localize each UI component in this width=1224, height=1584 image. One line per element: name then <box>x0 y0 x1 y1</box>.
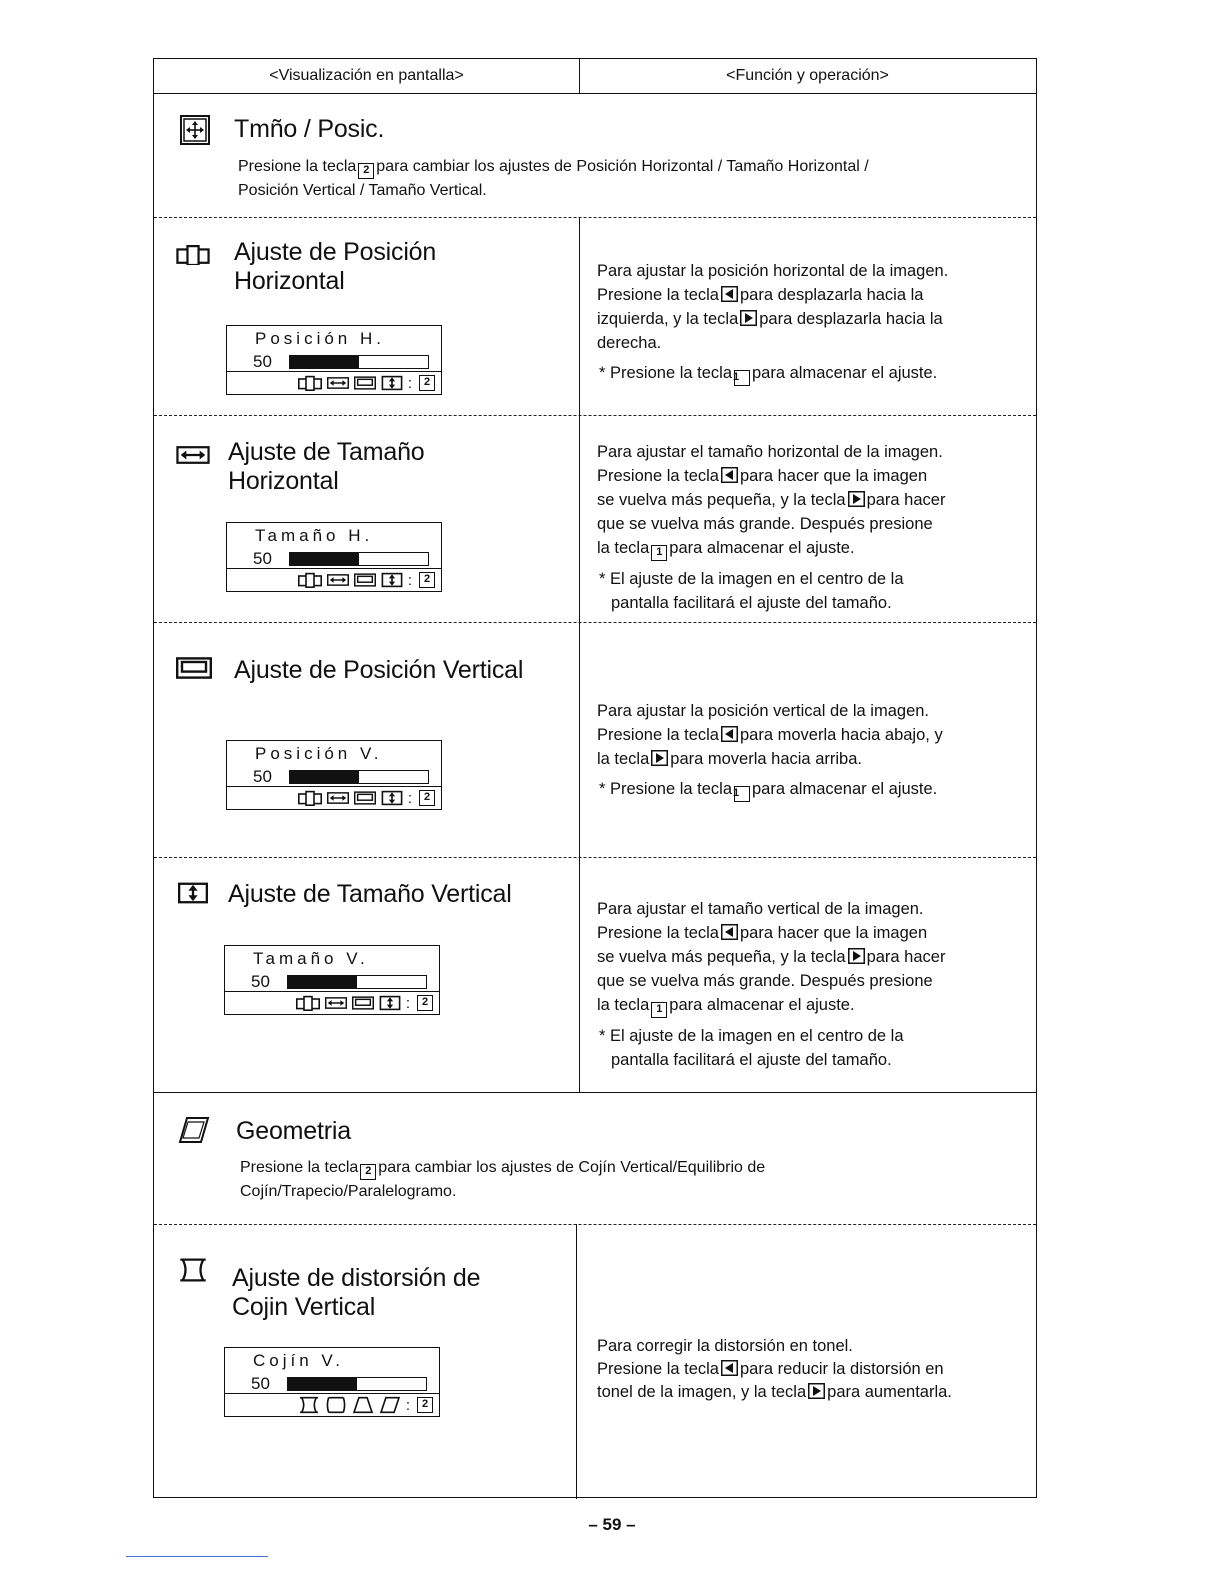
header-right: <Función y operación> <box>726 67 889 84</box>
title-line2: Horizontal <box>228 467 339 495</box>
right-arrow-key-icon <box>848 948 865 964</box>
header-divider <box>154 93 1036 94</box>
note-line1: * El ajuste de la imagen en el centro de la <box>599 570 904 588</box>
intro-text: Presione la tecla <box>240 1159 359 1176</box>
vpos-icon <box>354 572 376 588</box>
left-arrow-key-icon <box>721 467 738 483</box>
note-text: * Presione la tecla <box>599 780 732 798</box>
func-line4: derecha. <box>597 334 662 352</box>
vertical-position-icon <box>176 655 212 681</box>
osd-level-bar <box>289 552 429 566</box>
func-line1: Para ajustar la posición vertical de la imagen. <box>597 702 930 720</box>
key-1: 1 <box>734 370 750 386</box>
osd-title: Cojín V. <box>253 1351 344 1370</box>
manual-page-table <box>153 58 1037 1498</box>
osd-level-row <box>227 549 441 569</box>
func-line1: Para ajustar la posición horizontal de la imagen. <box>597 262 949 280</box>
geometry-intro <box>240 1156 1030 1204</box>
func-line3b: para desplazarla hacia la <box>759 310 943 328</box>
header-column-divider <box>579 59 580 93</box>
vpos-icon <box>354 375 376 391</box>
vsize-icon <box>379 995 401 1011</box>
divider-4 <box>154 857 1036 858</box>
intro-text-line2: Posición Vertical / Tamaño Vertical. <box>238 182 487 199</box>
vsize-icon <box>381 790 403 806</box>
geometry-title: Geometria <box>236 1117 351 1145</box>
osd-title: Posición V. <box>255 744 383 763</box>
size-position-title: Tmño / Posic. <box>234 115 385 143</box>
func-line5b: para almacenar el ajuste. <box>669 539 855 557</box>
osd-level-row <box>225 972 439 992</box>
key-2: 2 <box>358 163 374 179</box>
osd-value: 50 <box>251 1374 270 1393</box>
horizontal-size-icon <box>176 445 210 465</box>
section-divider <box>154 1092 1036 1093</box>
func-line2a: Presione la tecla <box>597 924 719 942</box>
page-number: – 59 – <box>588 1515 636 1534</box>
hsize-icon <box>327 375 349 391</box>
key-1: 1 <box>734 786 750 802</box>
pincushion-function <box>597 1335 1033 1404</box>
pincushion-small-icon <box>298 1396 320 1414</box>
note-text: * Presione la tecla <box>599 364 732 382</box>
intro-text-continued: para cambiar los ajustes de Posición Horizontal / Tamaño Horizontal / <box>376 158 869 175</box>
divider-3 <box>154 622 1036 623</box>
balance-icon <box>325 1396 347 1414</box>
osd-horizontal-position <box>226 325 442 395</box>
func-line2a: Presione la tecla <box>597 726 719 744</box>
osd-value: 50 <box>253 352 272 371</box>
osd-level-fill <box>290 356 359 368</box>
vertical-size-title: Ajuste de Tamaño Vertical <box>228 880 512 908</box>
note-text-continued: para almacenar el ajuste. <box>752 780 938 798</box>
title-line1: Ajuste de Tamaño <box>228 438 425 466</box>
note-line1: * El ajuste de la imagen en el centro de la <box>599 1027 904 1045</box>
func-line2a: Presione la tecla <box>597 1360 719 1378</box>
vsize-icon <box>381 572 403 588</box>
hsize-icon <box>325 995 347 1011</box>
osd-icon-row <box>227 372 441 394</box>
header-left: <Visualización en pantalla> <box>269 67 464 84</box>
func-line1: Para ajustar el tamaño vertical de la imagen. <box>597 900 924 918</box>
key-2: 2 <box>419 790 435 806</box>
osd-level-fill <box>290 553 359 565</box>
osd-vertical-position <box>226 740 442 810</box>
colon-separator: : <box>407 571 412 589</box>
func-line5a: la tecla <box>597 996 650 1014</box>
key-1: 1 <box>651 1002 667 1018</box>
pincushion-title <box>232 1264 480 1322</box>
osd-icon-row <box>227 787 441 809</box>
osd-level-bar <box>287 975 427 989</box>
key-2: 2 <box>417 1397 433 1413</box>
func-line2b: para reducir la distorsión en <box>740 1360 944 1378</box>
note-line2: pantalla facilitará el ajuste del tamaño. <box>611 1051 892 1069</box>
func-line3a: izquierda, y la tecla <box>597 310 739 328</box>
left-arrow-key-icon <box>721 924 738 940</box>
osd-level-bar <box>289 355 429 369</box>
func-line2b: para desplazarla hacia la <box>740 286 924 304</box>
note-text-continued: para almacenar el ajuste. <box>752 364 938 382</box>
osd-horizontal-size <box>226 522 442 592</box>
pincushion-icon <box>178 1257 208 1283</box>
vertical-position-function <box>597 699 1033 802</box>
func-line2b: para moverla hacia abajo, y <box>740 726 943 744</box>
func-line2b: para hacer que la imagen <box>740 924 928 942</box>
func-line2b: para hacer que la imagen <box>740 467 928 485</box>
title-line2: Cojin Vertical <box>232 1293 376 1321</box>
vsize-icon <box>381 375 403 391</box>
left-arrow-key-icon <box>721 726 738 742</box>
func-line3a: tonel de la imagen, y la tecla <box>597 1383 807 1401</box>
title-line1: Ajuste de Posición <box>234 238 437 266</box>
footer-rule <box>126 1556 268 1557</box>
func-line3a: se vuelva más pequeña, y la tecla <box>597 948 846 966</box>
func-line3a: se vuelva más pequeña, y la tecla <box>597 491 846 509</box>
func-line5b: para almacenar el ajuste. <box>669 996 855 1014</box>
size-position-icon <box>180 115 210 145</box>
intro-text-line2: Cojín/Trapecio/Paralelogramo. <box>240 1183 457 1200</box>
osd-icon-row <box>227 569 441 591</box>
size-position-intro <box>238 155 1038 203</box>
colon-separator: : <box>405 994 410 1012</box>
title-line1: Ajuste de distorsión de <box>232 1264 481 1292</box>
right-arrow-key-icon <box>740 310 757 326</box>
func-line1: Para ajustar el tamaño horizontal de la imagen. <box>597 443 943 461</box>
func-line3b: para hacer <box>866 948 946 966</box>
key-1: 1 <box>651 545 667 561</box>
func-line2a: Presione la tecla <box>597 467 719 485</box>
vpos-icon <box>352 995 374 1011</box>
left-arrow-key-icon <box>721 286 738 302</box>
colon-separator: : <box>407 374 412 392</box>
geometry-icon <box>178 1116 210 1144</box>
osd-level-bar <box>289 770 429 784</box>
func-line3b: para hacer <box>866 491 946 509</box>
divider-2 <box>154 415 1036 416</box>
hpos-icon <box>298 375 322 391</box>
right-arrow-key-icon <box>651 750 668 766</box>
osd-pincushion <box>224 1347 440 1417</box>
horizontal-position-icon <box>176 245 210 265</box>
osd-value: 50 <box>253 549 272 568</box>
vertical-position-title: Ajuste de Posición Vertical <box>234 656 524 684</box>
right-arrow-key-icon <box>848 491 865 507</box>
func-line1: Para corregir la distorsión en tonel. <box>597 1337 853 1355</box>
func-line4: que se vuelva más grande. Después presione <box>597 515 933 533</box>
osd-title: Tamaño V. <box>253 949 369 968</box>
func-line2a: Presione la tecla <box>597 286 719 304</box>
column-divider-upper <box>579 217 580 1092</box>
osd-value: 50 <box>253 767 272 786</box>
divider-1 <box>154 217 1036 218</box>
horizontal-size-title <box>228 438 424 496</box>
osd-level-row <box>227 352 441 372</box>
horizontal-size-function <box>597 440 1033 615</box>
key-2: 2 <box>419 572 435 588</box>
trapezoid-icon <box>352 1396 374 1414</box>
func-line3b: para aumentarla. <box>827 1383 952 1401</box>
intro-text: Presione la tecla <box>238 158 357 175</box>
hpos-icon <box>296 995 320 1011</box>
hpos-icon <box>298 572 322 588</box>
vertical-size-function <box>597 897 1033 1072</box>
func-line4: que se vuelva más grande. Después presione <box>597 972 933 990</box>
right-arrow-key-icon <box>808 1383 825 1399</box>
column-divider-lower <box>576 1224 577 1499</box>
func-line5a: la tecla <box>597 539 650 557</box>
osd-title: Tamaño H. <box>255 526 374 545</box>
hpos-icon <box>298 790 322 806</box>
colon-separator: : <box>407 789 412 807</box>
osd-level-row <box>227 767 441 787</box>
left-arrow-key-icon <box>721 1360 738 1376</box>
key-2: 2 <box>419 375 435 391</box>
divider-5 <box>154 1224 1036 1225</box>
osd-vertical-size <box>224 945 440 1015</box>
osd-icon-row <box>225 1394 439 1416</box>
key-2: 2 <box>360 1164 376 1180</box>
osd-title: Posición H. <box>255 329 385 348</box>
func-line3a: la tecla <box>597 750 650 768</box>
osd-level-fill <box>288 1378 357 1390</box>
colon-separator: : <box>405 1396 410 1414</box>
parallelogram-icon <box>379 1396 401 1414</box>
osd-level-row <box>225 1374 439 1394</box>
note-line2: pantalla facilitará el ajuste del tamaño. <box>611 594 892 612</box>
osd-level-fill <box>288 976 357 988</box>
hsize-icon <box>327 572 349 588</box>
osd-value: 50 <box>251 972 270 991</box>
intro-text-continued: para cambiar los ajustes de Cojín Vertical/Equilibrio de <box>378 1159 766 1176</box>
osd-level-bar <box>287 1377 427 1391</box>
key-2: 2 <box>417 995 433 1011</box>
osd-icon-row <box>225 992 439 1014</box>
func-line3b: para moverla hacia arriba. <box>670 750 862 768</box>
title-line2: Horizontal <box>234 267 345 295</box>
vertical-size-icon <box>178 881 208 905</box>
horizontal-position-function <box>597 259 1033 386</box>
osd-level-fill <box>290 771 359 783</box>
horizontal-position-title <box>234 238 436 296</box>
vpos-icon <box>354 790 376 806</box>
hsize-icon <box>327 790 349 806</box>
